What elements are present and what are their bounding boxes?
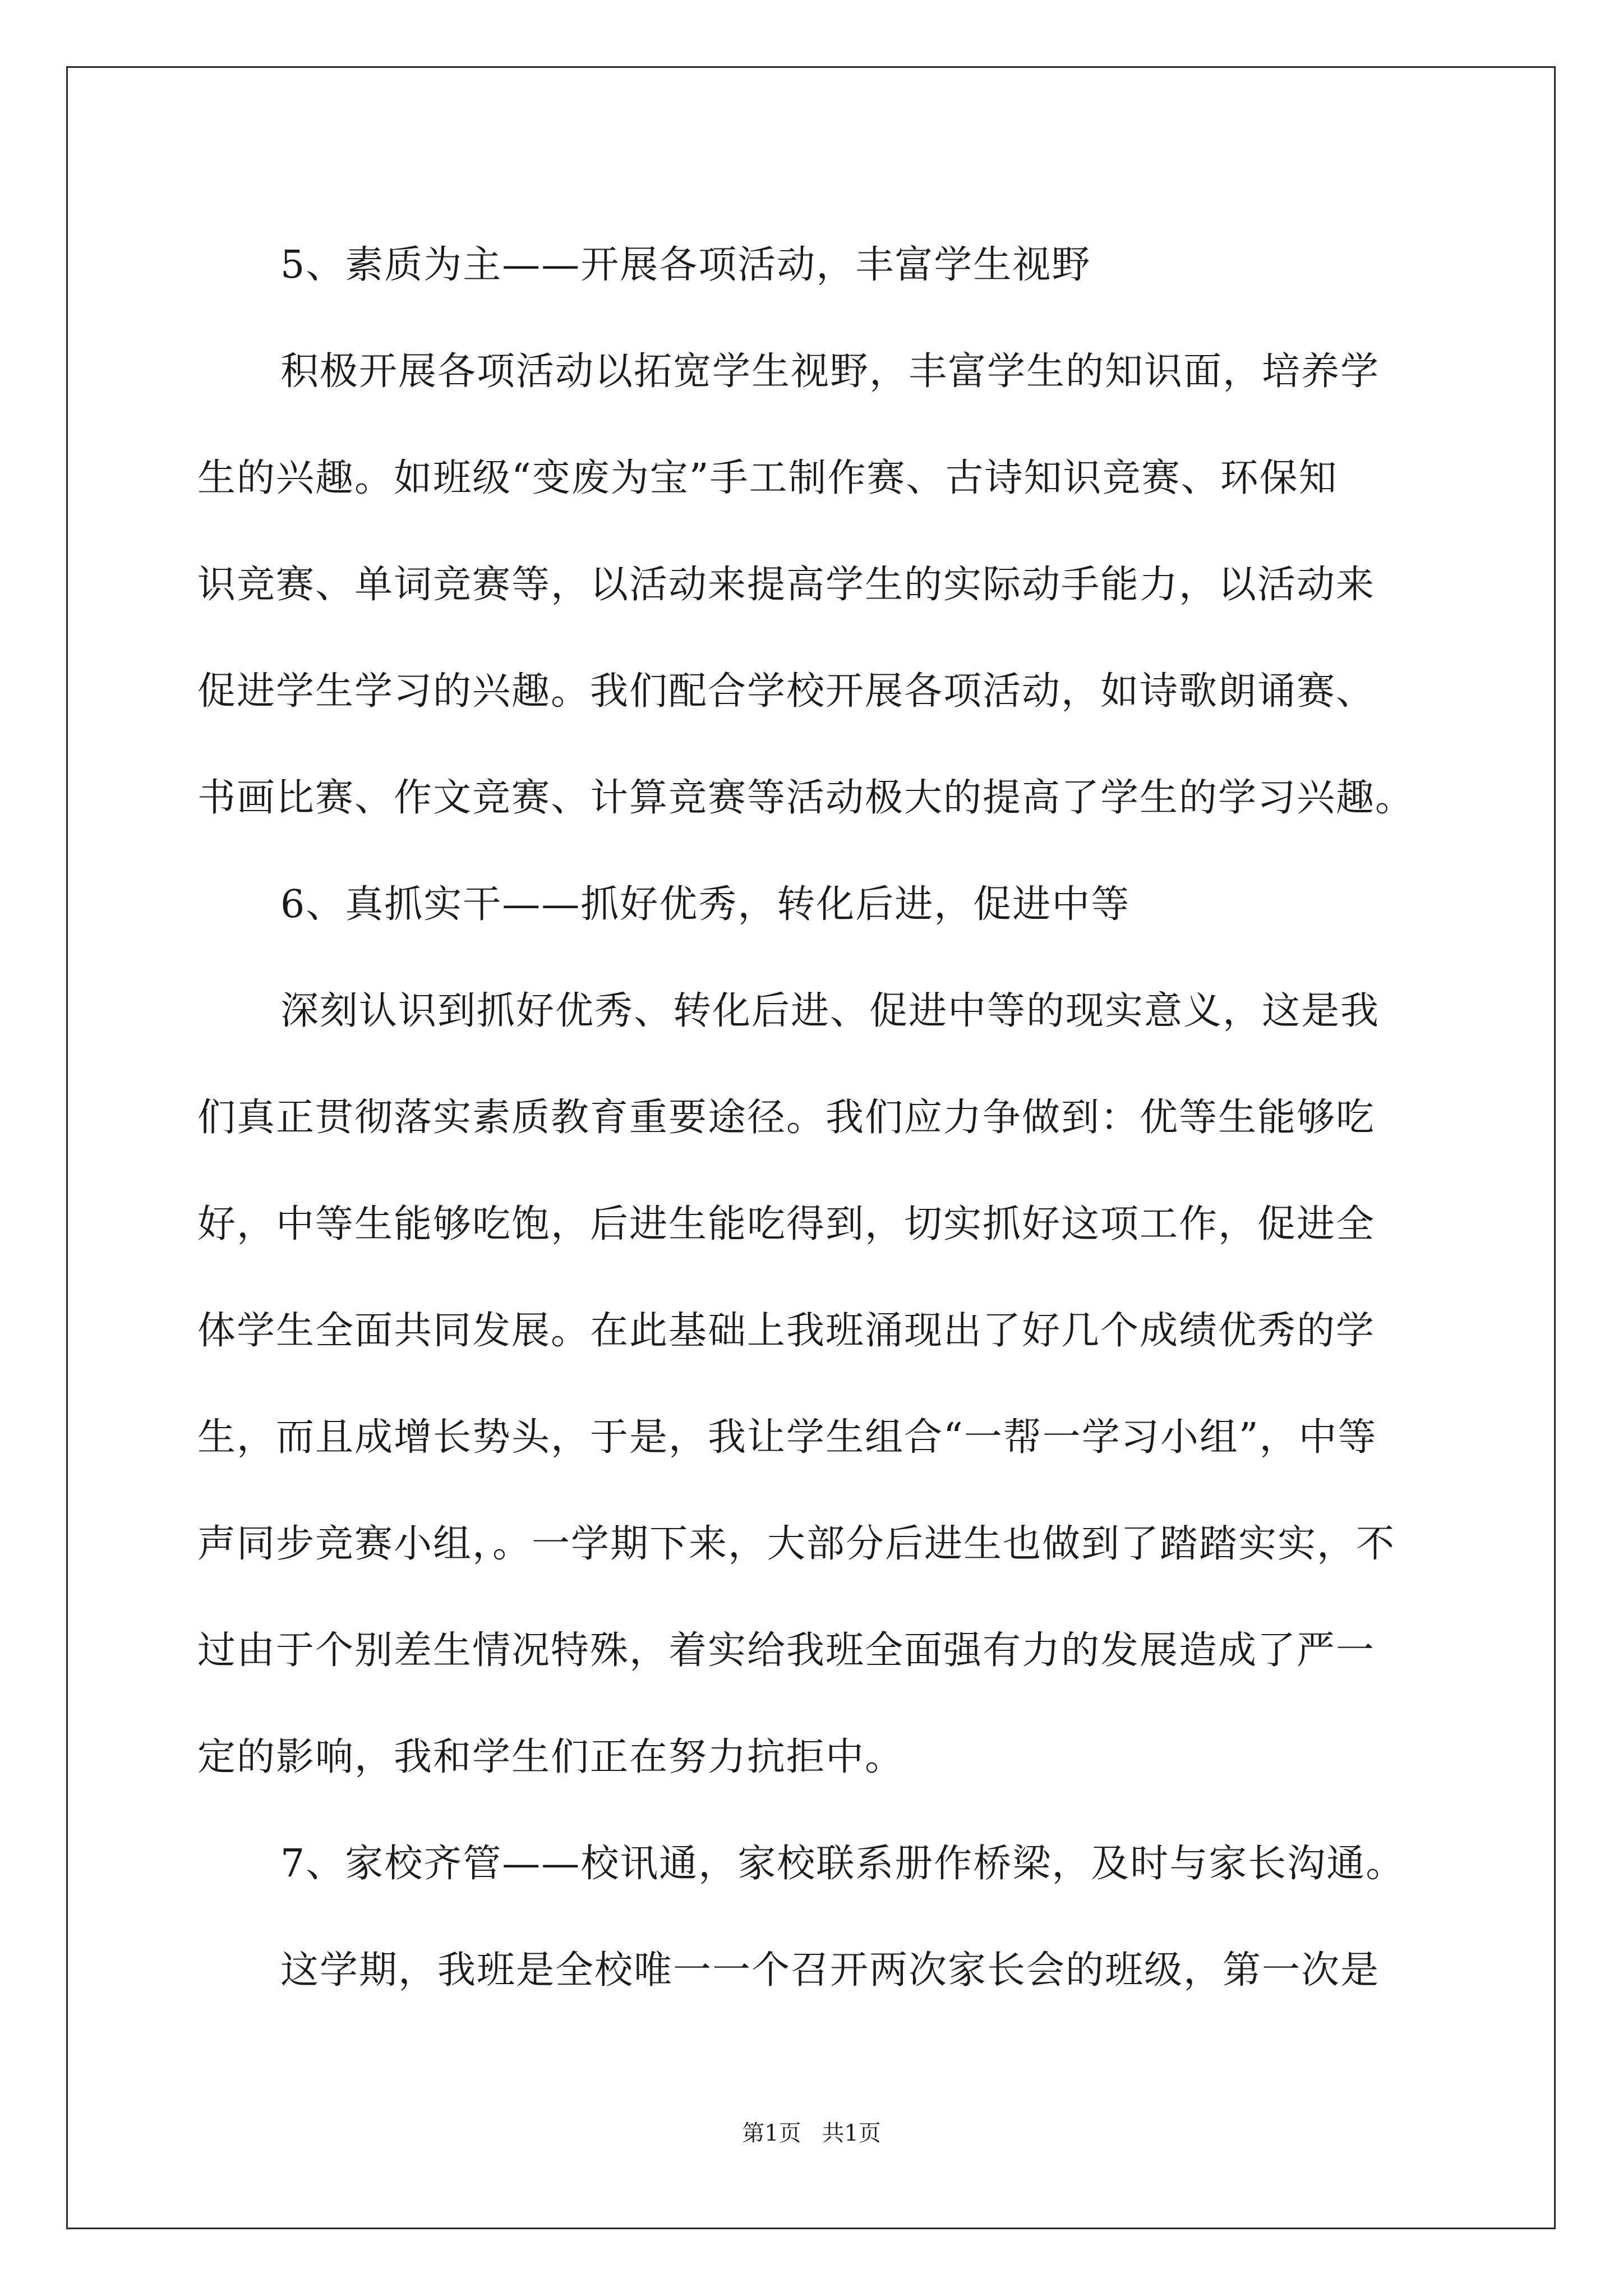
paragraph-line: 生的兴趣。如班级“变废为宝”手工制作赛、古诗知识竞赛、环保知: [197, 456, 1338, 500]
paragraph-line: 体学生全面共同发展。在此基础上我班涌现出了好几个成绩优秀的学: [197, 1309, 1376, 1353]
paragraph-line: 书画比赛、作文竞赛、计算竞赛等活动极大的提高了学生的学习兴趣。: [197, 776, 1415, 820]
section-heading-5: 5、素质为主——开展各项活动，丰富学生视野: [280, 243, 1091, 287]
section-heading-7: 7、家校齐管——校讯通，家校联系册作桥梁，及时与家长沟通。: [280, 1842, 1405, 1886]
paragraph-line: 积极开展各项活动以拓宽学生视野，丰富学生的知识面，培养学: [280, 349, 1380, 394]
paragraph-line: 这学期，我班是全校唯一一个召开两次家长会的班级，第一次是: [280, 1948, 1380, 1993]
paragraph-line: 好，中等生能够吃饱，后进生能吃得到，切实抓好这项工作，促进全: [197, 1202, 1376, 1246]
paragraph-line: 促进学生学习的兴趣。我们配合学校开展各项活动，如诗歌朗诵赛、: [197, 669, 1376, 714]
page-number: 第1页: [742, 2120, 801, 2146]
paragraph-line: 生，而且成增长势头，于是，我让学生组合“一帮一学习小组”，中等: [197, 1415, 1377, 1460]
document-body: [197, 212, 1426, 2024]
paragraph-line: 们真正贯彻落实素质教育重要途径。我们应力争做到：优等生能够吃: [197, 1096, 1376, 1140]
page-footer: [0, 2119, 1623, 2147]
section-heading-6: 6、真抓实干——抓好优秀，转化后进，促进中等: [280, 882, 1131, 927]
paragraph-line: 深刻认识到抓好优秀、转化后进、促进中等的现实意义，这是我: [280, 989, 1380, 1033]
paragraph-line: 识竞赛、单词竞赛等，以活动来提高学生的实际动手能力，以活动来: [197, 563, 1376, 607]
paragraph-line: 过由于个别差生情况特殊，着实给我班全面强有力的发展造成了严一: [197, 1628, 1376, 1673]
paragraph-line: 定的影响，我和学生们正在努力抗拒中。: [197, 1735, 905, 1779]
paragraph-line: 声同步竞赛小组，。一学期下来，大部分后进生也做到了踏踏实实，不: [197, 1522, 1396, 1566]
page-total: 共1页: [822, 2120, 881, 2146]
